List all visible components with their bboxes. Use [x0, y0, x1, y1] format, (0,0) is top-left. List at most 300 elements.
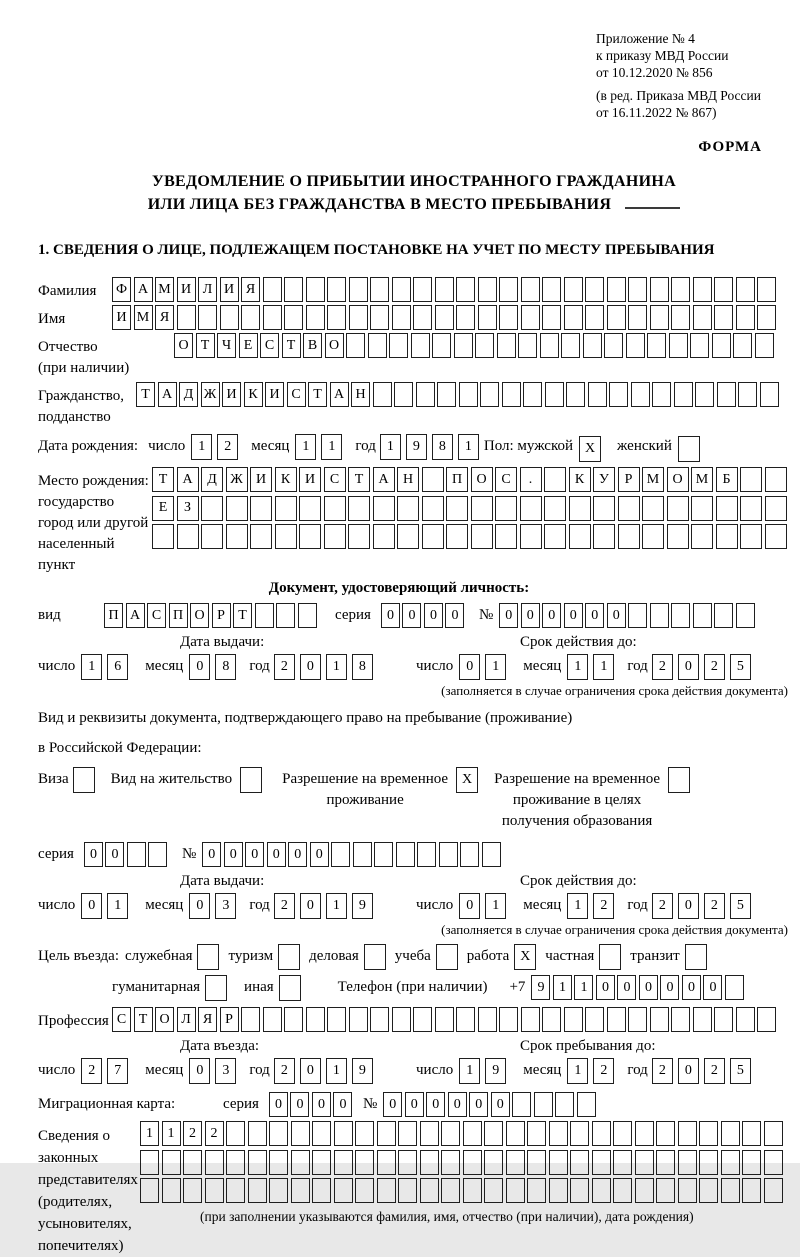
char-cell[interactable] — [377, 1121, 396, 1146]
char-cell[interactable] — [327, 277, 346, 302]
char-cell[interactable]: Т — [233, 603, 252, 628]
char-cell[interactable] — [495, 524, 517, 549]
char-cell[interactable] — [327, 1007, 346, 1032]
char-cell[interactable] — [540, 333, 559, 358]
doc-valid-day-boxes[interactable] — [459, 654, 511, 680]
option-residence-permit-checkbox[interactable] — [240, 767, 262, 793]
char-cell[interactable]: И — [222, 382, 241, 407]
doc-issue-month-boxes[interactable] — [189, 654, 241, 680]
char-cell[interactable] — [695, 382, 714, 407]
char-cell[interactable] — [628, 603, 647, 628]
char-cell[interactable] — [628, 277, 647, 302]
char-cell[interactable] — [348, 524, 370, 549]
char-cell[interactable]: А — [177, 467, 199, 492]
char-cell[interactable]: М — [155, 277, 174, 302]
char-cell[interactable] — [712, 333, 731, 358]
char-cell[interactable] — [764, 1178, 783, 1203]
char-cell[interactable]: 0 — [105, 842, 124, 867]
char-cell[interactable] — [370, 277, 389, 302]
char-cell[interactable] — [397, 496, 419, 521]
char-cell[interactable] — [420, 1121, 439, 1146]
char-cell[interactable] — [377, 1178, 396, 1203]
char-cell[interactable] — [276, 603, 295, 628]
char-cell[interactable] — [699, 1150, 718, 1175]
char-cell[interactable] — [738, 382, 757, 407]
char-cell[interactable]: О — [190, 603, 209, 628]
char-cell[interactable] — [306, 305, 325, 330]
char-cell[interactable]: К — [244, 382, 263, 407]
char-cell[interactable]: 0 — [521, 603, 540, 628]
char-cell[interactable]: Л — [198, 277, 217, 302]
char-cell[interactable] — [521, 277, 540, 302]
char-cell[interactable] — [205, 1178, 224, 1203]
char-cell[interactable]: М — [642, 467, 664, 492]
char-cell[interactable]: 0 — [381, 603, 400, 628]
char-cell[interactable] — [721, 1178, 740, 1203]
char-cell[interactable] — [764, 1150, 783, 1175]
char-cell[interactable]: 0 — [426, 1092, 445, 1117]
char-cell[interactable] — [226, 1178, 245, 1203]
char-cell[interactable]: Д — [201, 467, 223, 492]
char-cell[interactable]: 1 — [574, 975, 593, 1000]
char-cell[interactable]: 0 — [402, 603, 421, 628]
char-cell[interactable] — [148, 842, 167, 867]
char-cell[interactable]: И — [177, 277, 196, 302]
char-cell[interactable]: 0 — [703, 975, 722, 1000]
char-cell[interactable] — [334, 1150, 353, 1175]
char-cell[interactable]: А — [134, 277, 153, 302]
char-cell[interactable]: И — [220, 277, 239, 302]
char-cell[interactable]: 3 — [215, 893, 236, 919]
char-cell[interactable]: 8 — [215, 654, 236, 680]
char-cell[interactable]: Р — [618, 467, 640, 492]
char-cell[interactable] — [717, 382, 736, 407]
char-cell[interactable]: 0 — [224, 842, 243, 867]
char-cell[interactable] — [521, 305, 540, 330]
char-cell[interactable] — [324, 496, 346, 521]
doc-valid-year-boxes[interactable] — [652, 654, 756, 680]
char-cell[interactable]: И — [250, 467, 272, 492]
char-cell[interactable] — [441, 1178, 460, 1203]
char-cell[interactable]: 9 — [485, 1058, 506, 1084]
char-cell[interactable] — [609, 382, 628, 407]
doc-valid-month-boxes[interactable] — [567, 654, 619, 680]
char-cell[interactable] — [570, 1121, 589, 1146]
char-cell[interactable]: Ф — [112, 277, 131, 302]
char-cell[interactable] — [549, 1178, 568, 1203]
char-cell[interactable]: 7 — [107, 1058, 128, 1084]
char-cell[interactable] — [398, 1121, 417, 1146]
char-cell[interactable] — [631, 382, 650, 407]
birthplace-boxes-row2[interactable] — [152, 496, 789, 521]
char-cell[interactable] — [396, 842, 415, 867]
char-cell[interactable]: 1 — [553, 975, 572, 1000]
residence-issue-day-boxes[interactable] — [81, 893, 133, 919]
char-cell[interactable] — [521, 1007, 540, 1032]
char-cell[interactable] — [370, 305, 389, 330]
char-cell[interactable] — [456, 277, 475, 302]
char-cell[interactable] — [765, 467, 787, 492]
char-cell[interactable] — [312, 1178, 331, 1203]
purpose-sluzhebnaya-checkbox[interactable] — [197, 944, 219, 970]
char-cell[interactable]: С — [147, 603, 166, 628]
char-cell[interactable]: Р — [212, 603, 231, 628]
char-cell[interactable] — [377, 1150, 396, 1175]
char-cell[interactable]: 3 — [215, 1058, 236, 1084]
char-cell[interactable]: О — [667, 467, 689, 492]
char-cell[interactable]: 2 — [81, 1058, 102, 1084]
char-cell[interactable]: Т — [308, 382, 327, 407]
char-cell[interactable]: 9 — [352, 893, 373, 919]
char-cell[interactable]: 2 — [704, 893, 725, 919]
char-cell[interactable] — [635, 1150, 654, 1175]
char-cell[interactable] — [725, 975, 744, 1000]
char-cell[interactable] — [652, 382, 671, 407]
char-cell[interactable]: Т — [348, 467, 370, 492]
char-cell[interactable] — [392, 277, 411, 302]
char-cell[interactable] — [275, 524, 297, 549]
char-cell[interactable]: 0 — [189, 893, 210, 919]
char-cell[interactable]: Ж — [226, 467, 248, 492]
char-cell[interactable] — [671, 1007, 690, 1032]
char-cell[interactable] — [544, 524, 566, 549]
char-cell[interactable] — [628, 305, 647, 330]
legal-boxes-row3[interactable] — [140, 1178, 785, 1203]
char-cell[interactable]: 1 — [326, 893, 347, 919]
char-cell[interactable]: 0 — [84, 842, 103, 867]
char-cell[interactable] — [306, 277, 325, 302]
char-cell[interactable] — [250, 496, 272, 521]
char-cell[interactable] — [757, 1007, 776, 1032]
firstname-boxes[interactable] — [112, 305, 779, 330]
char-cell[interactable] — [499, 305, 518, 330]
char-cell[interactable] — [693, 305, 712, 330]
char-cell[interactable] — [607, 1007, 626, 1032]
char-cell[interactable] — [394, 382, 413, 407]
char-cell[interactable] — [263, 305, 282, 330]
char-cell[interactable]: Р — [220, 1007, 239, 1032]
residence-number-boxes[interactable] — [202, 842, 503, 867]
birth-month-boxes[interactable] — [295, 434, 347, 460]
purpose-ucheba-checkbox[interactable] — [436, 944, 458, 970]
entry-year-boxes[interactable] — [274, 1058, 378, 1084]
char-cell[interactable] — [373, 382, 392, 407]
char-cell[interactable]: 0 — [459, 654, 480, 680]
char-cell[interactable] — [542, 305, 561, 330]
char-cell[interactable] — [765, 496, 787, 521]
char-cell[interactable]: 1 — [191, 434, 212, 460]
char-cell[interactable]: 0 — [607, 603, 626, 628]
char-cell[interactable] — [177, 524, 199, 549]
char-cell[interactable]: П — [169, 603, 188, 628]
char-cell[interactable] — [656, 1121, 675, 1146]
birthplace-boxes-row1[interactable] — [152, 467, 789, 492]
char-cell[interactable] — [613, 1121, 632, 1146]
char-cell[interactable] — [760, 382, 779, 407]
char-cell[interactable]: 0 — [660, 975, 679, 1000]
char-cell[interactable]: С — [260, 333, 279, 358]
char-cell[interactable] — [250, 524, 272, 549]
stay-day-boxes[interactable] — [459, 1058, 511, 1084]
char-cell[interactable]: И — [112, 305, 131, 330]
char-cell[interactable]: О — [155, 1007, 174, 1032]
char-cell[interactable] — [275, 496, 297, 521]
stay-month-boxes[interactable] — [567, 1058, 619, 1084]
char-cell[interactable] — [355, 1121, 374, 1146]
char-cell[interactable] — [506, 1178, 525, 1203]
mk-seriya-boxes[interactable] — [269, 1092, 355, 1117]
char-cell[interactable] — [373, 524, 395, 549]
char-cell[interactable] — [355, 1150, 374, 1175]
char-cell[interactable] — [716, 496, 738, 521]
char-cell[interactable]: 2 — [652, 1058, 673, 1084]
char-cell[interactable]: 1 — [485, 893, 506, 919]
char-cell[interactable] — [226, 496, 248, 521]
char-cell[interactable] — [284, 305, 303, 330]
char-cell[interactable] — [226, 1150, 245, 1175]
char-cell[interactable] — [439, 842, 458, 867]
char-cell[interactable] — [613, 1150, 632, 1175]
char-cell[interactable] — [312, 1150, 331, 1175]
char-cell[interactable]: О — [325, 333, 344, 358]
char-cell[interactable]: Я — [198, 1007, 217, 1032]
char-cell[interactable]: 0 — [682, 975, 701, 1000]
char-cell[interactable]: 5 — [730, 893, 751, 919]
char-cell[interactable] — [555, 1092, 574, 1117]
char-cell[interactable] — [226, 1121, 245, 1146]
char-cell[interactable]: 0 — [290, 1092, 309, 1117]
char-cell[interactable] — [542, 1007, 561, 1032]
char-cell[interactable]: 2 — [593, 1058, 614, 1084]
char-cell[interactable] — [482, 842, 501, 867]
char-cell[interactable] — [480, 382, 499, 407]
char-cell[interactable] — [542, 277, 561, 302]
char-cell[interactable]: 0 — [678, 893, 699, 919]
purpose-inaya-checkbox[interactable] — [279, 975, 301, 1001]
char-cell[interactable] — [499, 277, 518, 302]
char-cell[interactable] — [671, 277, 690, 302]
char-cell[interactable] — [721, 1150, 740, 1175]
char-cell[interactable]: И — [299, 467, 321, 492]
char-cell[interactable] — [570, 1178, 589, 1203]
char-cell[interactable] — [299, 496, 321, 521]
char-cell[interactable] — [650, 277, 669, 302]
purpose-gumanitarnaya-checkbox[interactable] — [205, 975, 227, 1001]
doc-issue-day-boxes[interactable] — [81, 654, 133, 680]
char-cell[interactable] — [714, 603, 733, 628]
char-cell[interactable] — [583, 333, 602, 358]
char-cell[interactable]: 0 — [445, 603, 464, 628]
surname-boxes[interactable] — [112, 277, 779, 302]
citizenship-boxes[interactable] — [136, 382, 781, 407]
char-cell[interactable] — [736, 1007, 755, 1032]
char-cell[interactable] — [334, 1178, 353, 1203]
char-cell[interactable] — [656, 1150, 675, 1175]
char-cell[interactable]: 0 — [617, 975, 636, 1000]
char-cell[interactable] — [374, 842, 393, 867]
char-cell[interactable]: 9 — [406, 434, 427, 460]
char-cell[interactable] — [545, 382, 564, 407]
char-cell[interactable] — [459, 382, 478, 407]
char-cell[interactable] — [765, 524, 787, 549]
char-cell[interactable]: 2 — [217, 434, 238, 460]
char-cell[interactable] — [306, 1007, 325, 1032]
char-cell[interactable] — [607, 277, 626, 302]
char-cell[interactable]: 0 — [564, 603, 583, 628]
char-cell[interactable]: 1 — [326, 654, 347, 680]
char-cell[interactable]: 0 — [639, 975, 658, 1000]
char-cell[interactable] — [478, 277, 497, 302]
char-cell[interactable] — [248, 1178, 267, 1203]
char-cell[interactable] — [355, 1178, 374, 1203]
residence-issue-month-boxes[interactable] — [189, 893, 241, 919]
char-cell[interactable] — [370, 1007, 389, 1032]
char-cell[interactable] — [327, 305, 346, 330]
char-cell[interactable] — [392, 305, 411, 330]
char-cell[interactable] — [585, 305, 604, 330]
char-cell[interactable] — [667, 524, 689, 549]
char-cell[interactable] — [693, 277, 712, 302]
char-cell[interactable]: 1 — [567, 654, 588, 680]
char-cell[interactable]: М — [691, 467, 713, 492]
char-cell[interactable] — [162, 1178, 181, 1203]
char-cell[interactable] — [527, 1150, 546, 1175]
char-cell[interactable] — [577, 1092, 596, 1117]
char-cell[interactable]: Т — [134, 1007, 153, 1032]
char-cell[interactable] — [740, 496, 762, 521]
char-cell[interactable] — [353, 842, 372, 867]
char-cell[interactable] — [435, 305, 454, 330]
char-cell[interactable] — [742, 1178, 761, 1203]
char-cell[interactable] — [678, 1178, 697, 1203]
char-cell[interactable] — [475, 333, 494, 358]
char-cell[interactable] — [740, 524, 762, 549]
char-cell[interactable]: 2 — [274, 1058, 295, 1084]
char-cell[interactable] — [248, 1150, 267, 1175]
doc-type-boxes[interactable] — [104, 603, 319, 628]
char-cell[interactable] — [478, 305, 497, 330]
char-cell[interactable]: 0 — [678, 1058, 699, 1084]
char-cell[interactable] — [349, 1007, 368, 1032]
char-cell[interactable]: У — [593, 467, 615, 492]
char-cell[interactable] — [463, 1150, 482, 1175]
option-temp-residence-checkbox[interactable]: X — [456, 767, 478, 793]
purpose-tranzit-checkbox[interactable] — [685, 944, 707, 970]
char-cell[interactable] — [484, 1178, 503, 1203]
char-cell[interactable] — [618, 496, 640, 521]
char-cell[interactable] — [534, 1092, 553, 1117]
char-cell[interactable] — [183, 1150, 202, 1175]
char-cell[interactable] — [162, 1150, 181, 1175]
char-cell[interactable]: 0 — [300, 654, 321, 680]
char-cell[interactable] — [736, 603, 755, 628]
char-cell[interactable] — [564, 1007, 583, 1032]
char-cell[interactable]: 1 — [140, 1121, 159, 1146]
char-cell[interactable]: 1 — [593, 654, 614, 680]
char-cell[interactable]: Е — [152, 496, 174, 521]
char-cell[interactable]: 0 — [542, 603, 561, 628]
char-cell[interactable]: А — [373, 467, 395, 492]
char-cell[interactable] — [152, 524, 174, 549]
char-cell[interactable] — [177, 305, 196, 330]
char-cell[interactable] — [346, 333, 365, 358]
char-cell[interactable] — [506, 1150, 525, 1175]
char-cell[interactable]: А — [158, 382, 177, 407]
char-cell[interactable]: Л — [177, 1007, 196, 1032]
char-cell[interactable]: 0 — [405, 1092, 424, 1117]
option-temp-residence-edu-checkbox[interactable] — [668, 767, 690, 793]
char-cell[interactable] — [527, 1178, 546, 1203]
char-cell[interactable] — [460, 842, 479, 867]
char-cell[interactable] — [389, 333, 408, 358]
char-cell[interactable] — [757, 305, 776, 330]
char-cell[interactable] — [435, 1007, 454, 1032]
char-cell[interactable] — [674, 382, 693, 407]
purpose-rabota-checkbox[interactable]: X — [514, 944, 536, 970]
char-cell[interactable]: 2 — [183, 1121, 202, 1146]
char-cell[interactable]: 0 — [189, 654, 210, 680]
char-cell[interactable] — [585, 277, 604, 302]
char-cell[interactable] — [220, 305, 239, 330]
char-cell[interactable] — [527, 1121, 546, 1146]
char-cell[interactable] — [740, 467, 762, 492]
char-cell[interactable] — [593, 524, 615, 549]
char-cell[interactable] — [205, 1150, 224, 1175]
residence-valid-month-boxes[interactable] — [567, 893, 619, 919]
char-cell[interactable]: 1 — [380, 434, 401, 460]
char-cell[interactable] — [446, 496, 468, 521]
residence-seriya-boxes[interactable] — [84, 842, 170, 867]
char-cell[interactable] — [693, 1007, 712, 1032]
char-cell[interactable] — [736, 305, 755, 330]
char-cell[interactable]: Н — [351, 382, 370, 407]
char-cell[interactable] — [348, 496, 370, 521]
char-cell[interactable] — [349, 277, 368, 302]
char-cell[interactable] — [437, 382, 456, 407]
char-cell[interactable]: З — [177, 496, 199, 521]
char-cell[interactable] — [607, 305, 626, 330]
char-cell[interactable]: Д — [179, 382, 198, 407]
char-cell[interactable] — [299, 524, 321, 549]
char-cell[interactable] — [592, 1178, 611, 1203]
char-cell[interactable] — [678, 1121, 697, 1146]
char-cell[interactable] — [201, 524, 223, 549]
birthplace-boxes-row3[interactable] — [152, 524, 789, 549]
char-cell[interactable]: С — [112, 1007, 131, 1032]
char-cell[interactable] — [334, 1121, 353, 1146]
char-cell[interactable] — [484, 1150, 503, 1175]
char-cell[interactable] — [373, 496, 395, 521]
char-cell[interactable]: 0 — [245, 842, 264, 867]
char-cell[interactable]: Т — [136, 382, 155, 407]
char-cell[interactable] — [291, 1150, 310, 1175]
char-cell[interactable] — [544, 496, 566, 521]
char-cell[interactable]: П — [104, 603, 123, 628]
mk-number-boxes[interactable] — [383, 1092, 598, 1117]
char-cell[interactable]: 5 — [730, 654, 751, 680]
char-cell[interactable] — [656, 1178, 675, 1203]
char-cell[interactable]: 1 — [567, 893, 588, 919]
char-cell[interactable] — [647, 333, 666, 358]
char-cell[interactable] — [593, 496, 615, 521]
char-cell[interactable] — [456, 1007, 475, 1032]
char-cell[interactable]: К — [275, 467, 297, 492]
doc-seriya-boxes[interactable] — [381, 603, 467, 628]
char-cell[interactable] — [392, 1007, 411, 1032]
char-cell[interactable] — [269, 1150, 288, 1175]
char-cell[interactable] — [650, 1007, 669, 1032]
char-cell[interactable] — [263, 277, 282, 302]
